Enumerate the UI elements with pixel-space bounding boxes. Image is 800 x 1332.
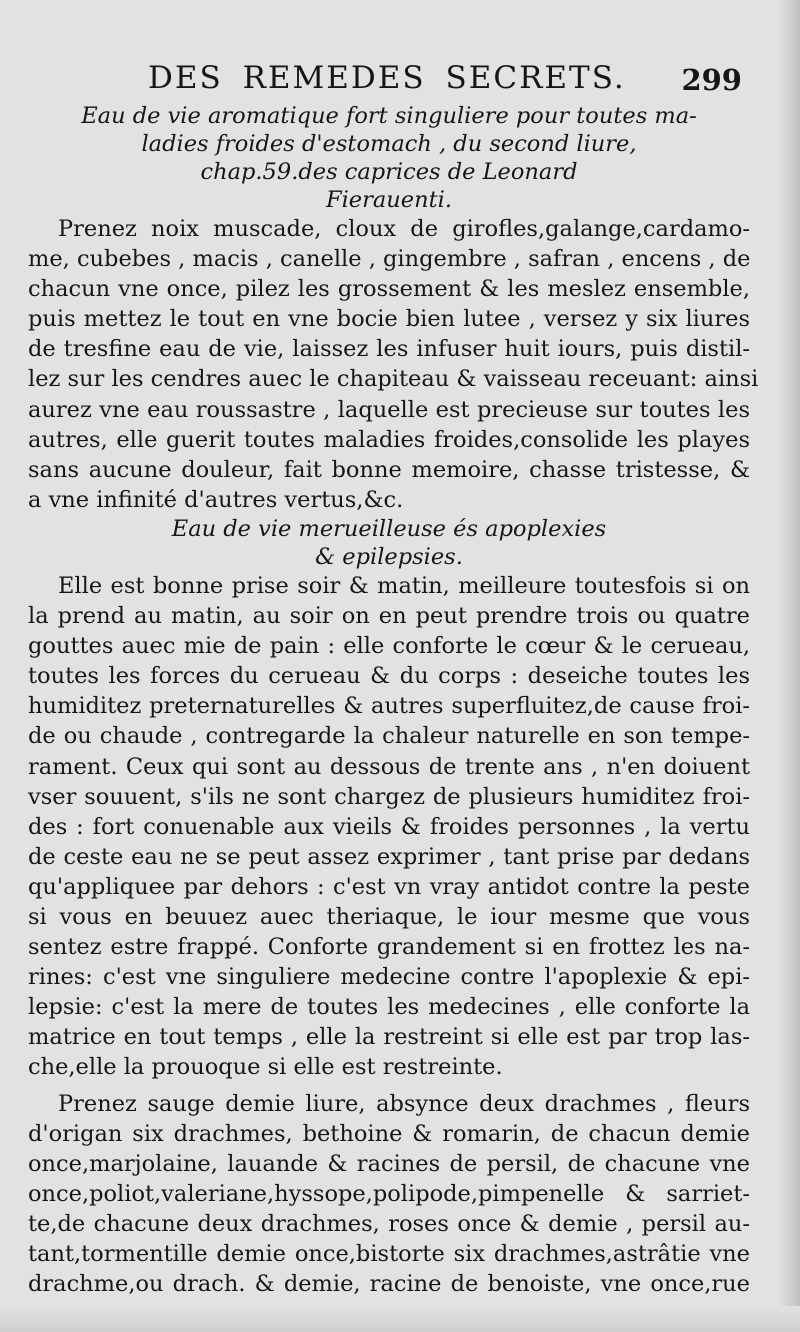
text-line: humiditez preternaturelles & autres superfluitez,de cause froi- <box>28 693 750 720</box>
text-line: te,de chacune deux drachmes, roses once & demie , persil au- <box>28 1210 750 1237</box>
heading-line: chap.59.des caprices de Leonard <box>200 159 578 185</box>
text-line: puis mettez le tout en vne bocie bien lutee , versez y six liures <box>28 306 750 333</box>
heading-line: Fierauenti. <box>326 187 452 213</box>
page-bottom-shadow <box>0 1306 800 1332</box>
text-line: rament. Ceux qui sont au dessous de trente ans , n'en doiuent <box>28 753 750 780</box>
text-line: toutes les forces du cerueau & du corps : deseiche toutes les <box>28 663 750 690</box>
text-line: Prenez noix muscade, cloux de girofles,galange,cardamo- <box>58 216 750 242</box>
text-line: de tresfine eau de vie, laissez les infuser huit iours, puis distil- <box>28 336 750 363</box>
recipe-body-2 <box>28 571 750 1083</box>
running-head <box>148 58 750 102</box>
heading-line: Eau de vie merueilleuse és apoplexies <box>171 515 607 542</box>
text-line: qu'appliquee par dehors : c'est vn vray antidot contre la peste <box>28 873 750 900</box>
text-line: rines: c'est vne singuliere medecine contre l'apoplexie & epi- <box>28 964 750 991</box>
recipe-body-3 <box>28 1089 750 1300</box>
text-line: des : fort conuenable aux vieils & froides personnes , la vertu <box>28 813 750 840</box>
text-line: Elle est bonne prise soir & matin, meilleure toutesfois si on <box>58 572 750 599</box>
text-line: vser souuent, s'ils ne sont chargez de plusieurs humiditez froi- <box>28 783 750 810</box>
recipe-body-1 <box>28 214 759 515</box>
text-line: de ou chaude , contregarde la chaleur naturelle en son tempe- <box>28 723 750 750</box>
text-line: Prenez sauge demie liure, absynce deux drachmes , fleurs <box>58 1090 750 1117</box>
heading-line: Eau de vie aromatique fort singuliere pour toutes ma- <box>81 103 697 129</box>
text-line: aurez vne eau roussastre , laquelle est precieuse sur toutes les <box>28 396 750 423</box>
text-line: gouttes auec mie de pain : elle conforte le cœur & le cerueau, <box>28 633 750 660</box>
text-line: de ceste eau ne se peut assez exprimer , tant prise par dedans <box>28 843 750 870</box>
recipe-heading-1 <box>28 102 750 214</box>
text-line: lez sur les cendres auec le chapiteau & vaisseau receuant: ainsi <box>28 366 759 393</box>
text-line: chacun vne once, pilez les grossement & les meslez ensemble, <box>28 276 750 303</box>
text-line: lepsie: c'est la mere de toutes les medecines , elle conforte la <box>28 994 750 1021</box>
text-line: drachme,ou drach. & demie, racine de benoiste, vne once,rue <box>28 1271 750 1298</box>
text-line: tant,tormentille demie once,bistorte six drachmes,astrâtie vne <box>28 1241 750 1267</box>
page-number: 299 <box>681 63 742 97</box>
text-line: sentez estre frappé. Conforte grandement si en frottez les na- <box>28 934 750 961</box>
heading-line: ladies froides d'estomach , du second liure, <box>141 131 637 157</box>
text-line: autres, elle guerit toutes maladies froides,consolide les playes <box>28 426 750 453</box>
text-line: sans aucune douleur, fait bonne memoire, chasse tristesse, & <box>28 456 750 483</box>
text-line: si vous en beuuez auec theriaque, le iour mesme que vous <box>28 903 750 930</box>
text-line: me, cubebes , macis , canelle , gingembre , safran , encens , de <box>28 246 751 273</box>
heading-line: & epilepsies. <box>315 543 463 570</box>
text-line: once,marjolaine, lauande & racines de persil, de chacune vne <box>28 1150 750 1177</box>
text-block <box>28 58 759 1299</box>
text-line: matrice en tout temps , elle la restreint si elle est par trop las- <box>28 1024 750 1051</box>
text-line: che,elle la prouoque si elle est restreinte. <box>28 1054 503 1081</box>
recipe-heading-2 <box>28 515 750 571</box>
text-line: d'origan six drachmes, bethoine & romarin, de chacun demie <box>28 1120 750 1147</box>
text-line: a vne infinité d'autres vertus,&c. <box>28 486 404 513</box>
text-line: once,poliot,valeriane,hyssope,polipode,pimpenelle & sarriet- <box>28 1180 750 1207</box>
running-title: DES REMEDES SECRETS. <box>148 60 626 96</box>
page-edge-shadow <box>778 0 800 1332</box>
text-line: la prend au matin, au soir on en peut prendre trois ou quatre <box>28 603 750 630</box>
